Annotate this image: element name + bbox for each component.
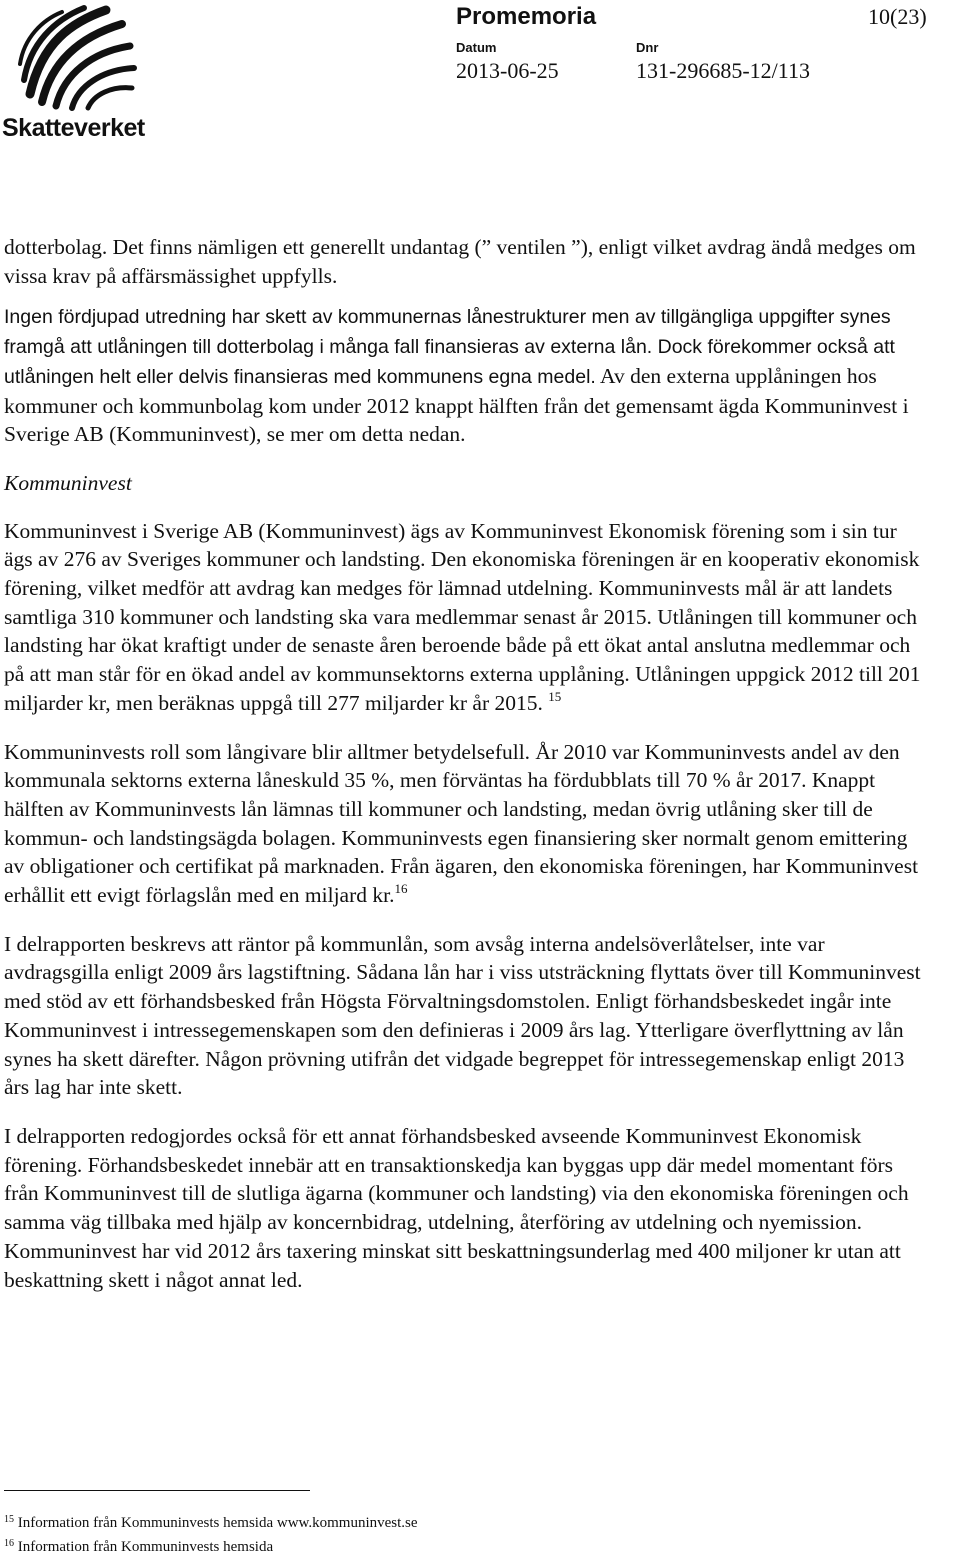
- logo-wordmark: Skatteverket: [2, 114, 145, 142]
- footnote-text: Information från Kommuninvests hemsida www.kommuninvest.se: [17, 1515, 418, 1531]
- paragraph: dotterbolag. Det finns nämligen ett generellt undantag (” ventilen ”), enligt vilket avdrag ändå medges om vissa krav på affärsmässighet uppfylls.: [4, 235, 916, 288]
- dnr-label: Dnr: [636, 40, 659, 55]
- dnr-value: 131-296685-12/113: [636, 58, 810, 83]
- footnote: [4, 1535, 418, 1559]
- paragraph: [4, 302, 924, 449]
- section-heading: Kommuninvest: [4, 470, 132, 495]
- paragraph-text: Kommuninvests roll som långivare blir alltmer betydelsefull. År 2010 var Kommuninvests andel av den kommunala sektorns externa låneskuld 35 %, men förväntas ha fördubblats till 70 % år 2017. Knappt hälften av Kommuninvests lån lämnas till kommuner och landsting, medan övrig utlåning sker till de kommun- och landstingsägda bolagen. Kommuninvests egen finansiering sker normalt genom emittering av obligationer och certifikat på marknaden. Från ägaren, den ekonomiska föreningen, har Kommuninvest erhållit ett evigt förlagslån med en miljard kr.: [4, 739, 919, 908]
- date-label: Datum: [456, 40, 497, 55]
- paragraph-text: Kommuninvest i Sverige AB (Kommuninvest) ägs av Kommuninvest Ekonomisk förening som i sin tur ägs av 276 av Sveriges kommuner och landsting. Den ekonomiska föreningen är en kooperativ ekonomisk förening, vilket medför att avdrag kan medges för lämnad utdelning. Kommuninvests mål är att landets samtliga 310 kommuner och landsting ska vara medlemmar senast år 2015. Utlåningen till kommuner och landsting har ökat kraftigt under de senaste åren beroende både på ett ökat antal anslutna medlemmar och på att man står för en ökad andel av kommunsektorns externa upplåning. Utlåningen uppgick 2012 till 201 miljarder kr, men beräknas uppgå till 277 miljarder kr år 2015.: [4, 518, 921, 715]
- document-body: [4, 233, 924, 1314]
- footnote-ref[interactable]: 16: [394, 881, 408, 897]
- page-number: 10(23): [868, 4, 927, 29]
- paragraph: [4, 517, 924, 718]
- paragraph: I delrapporten redogjordes också för ett annat förhandsbesked avseende Kommuninvest Ekonomisk förening. Förhandsbeskedet innebär att en transaktionskedja kan byggas upp där medel momentant förs från Kommuninvest till de slutliga ägarna (kommuner och landsting) via den ekonomiska föreningen och samma väg tillbaka med hjälp av koncernbidrag, utdelning, återföring av utdelning och nyemission. Kommuninvest har vid 2012 års taxering minskat sitt beskattningsunderlag med 400 miljoner kr utan att beskattning skett i något annat led.: [4, 1123, 909, 1292]
- paragraph-text: Ingen fördjupad utredning har skett av kommunernas lånestrukturer men av tillgängliga uppgifter synes framgå att utlåningen till dotterbolag i många fall finansieras av externa lån. Dock förekommer också att utlåningen helt eller delvis finansieras med kommunens egna medel.: [4, 306, 895, 388]
- footnote-number: 15: [4, 1514, 14, 1525]
- paragraph-text: Av den externa upplåningen hos kommuner och kommunbolag kom under 2012 knappt hälften från det gemensamt ägda Kommuninvest i Sverige AB (Kommuninvest), se mer om detta nedan.: [4, 363, 909, 447]
- footnote: [4, 1511, 418, 1535]
- footnote-number: 16: [4, 1538, 14, 1549]
- paragraph: I delrapporten beskrevs att räntor på kommunlån, som avsåg interna andelsöverlåtelser, inte var avdragsgilla enligt 2009 års lagstiftning. Sådana lån har i viss utsträckning flyttats över till Kommuninvest med stöd av ett förhandsbesked från Högsta Förvaltningsdomstolen. Enligt förhandsbeskedet ingår inte Kommuninvest i intressegemenskapen som den definieras i 2009 års lag. Ytterligare överflyttning av lån synes ha skett därefter. Någon prövning utifrån det vidgade begreppet för intressegemenskap enligt 2013 års lag har inte skett.: [4, 931, 921, 1100]
- paragraph: [4, 738, 924, 910]
- document-type: Promemoria: [456, 3, 597, 30]
- footnote-ref[interactable]: 15: [548, 688, 562, 704]
- footnote-divider: [4, 1490, 310, 1491]
- date-value: 2013-06-25: [456, 58, 559, 83]
- footnotes: [4, 1511, 418, 1559]
- footnote-text: Information från Kommuninvests hemsida: [17, 1539, 274, 1555]
